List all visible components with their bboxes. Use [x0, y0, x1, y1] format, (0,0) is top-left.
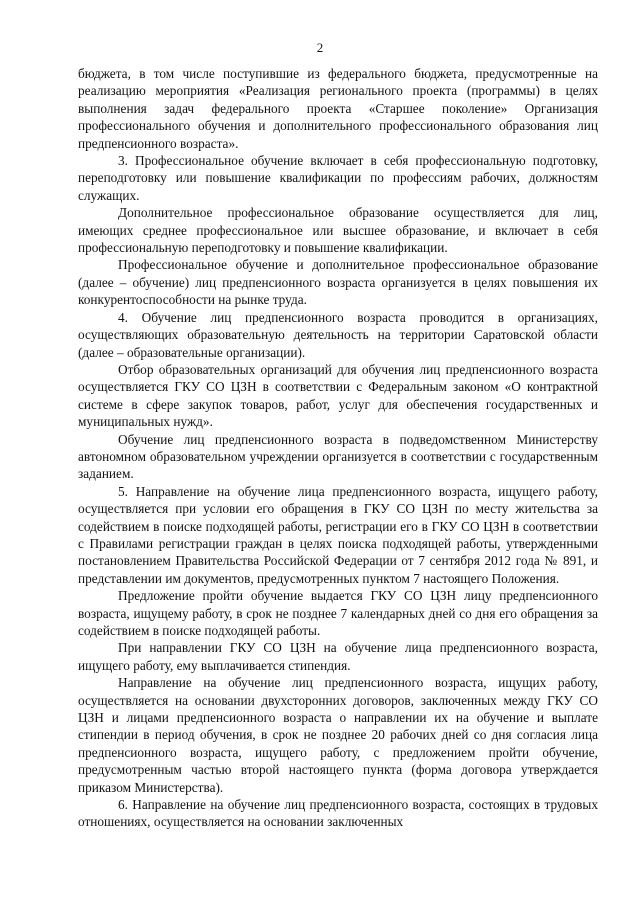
paragraph-6: Отбор образовательных организаций для обучения лиц предпенсионного возраста осуществляется ГКУ СО ЦЗН в соответствии с Федеральным законом «О контрактной системе в сфере закупок товаров, работ, услуг для обеспечения государственных и муниципальных нужд».: [78, 361, 598, 430]
paragraph-2: 3. Профессиональное обучение включает в себя профессиональную подготовку, переподготовку или повышение квалификации по профессиям рабочих, должностям служащих.: [78, 153, 598, 203]
paragraph-5: 4. Обучение лиц предпенсионного возраста проводится в организациях, осуществляющих образовательную деятельность на территории Саратовской области (далее – образовательные организации).: [78, 309, 598, 360]
page-number: 2: [316, 40, 324, 55]
paragraph-9: Предложение пройти обучение выдается ГКУ СО ЦЗН лицу предпенсионного возраста, ищущему работу, в срок не позднее 7 календарных дней со дня его обращения за содействием в поиске подходящей работы.: [78, 588, 598, 638]
paragraph-8: 5. Направление на обучение лица предпенсионного возраста, ищущего работу, осуществляется при условии его обращения в ГКУ СО ЦЗН по месту жительства за содействием в поиске подходящей работы, регистрации его в ГКУ СО ЦЗН в соответствии с Правилами регистрации граждан в целях поиска подходящей работы, утвержденными постановлением Правительства Российской Федерации от 7 сентября 2012 года № 891, и представлении им документов, предусмотренных пунктом 7 настоящего Положения.: [78, 483, 598, 586]
paragraph-10: При направлении ГКУ СО ЦЗН на обучение лица предпенсионного возраста, ищущего работу, ему выплачивается стипендия.: [78, 640, 598, 673]
paragraph-11: Направление на обучение лиц предпенсионного возраста, ищущих работу, осуществляется на основании двухсторонних договоров, заключенных между ГКУ СО ЦЗН и лицами предпенсионного возраста о направлении их на обучение и выплате стипендии в период обучения, в срок не позднее 20 рабочих дней со дня согласия лица предпенсионного возраста, ищущего работу, с предложением пройти обучение, предусмотренным частью второй настоящего пункта (форма договора утверждается приказом Министерства).: [78, 675, 598, 795]
paragraph-12: 6. Направление на обучение лиц предпенсионного возраста, состоящих в трудовых отношениях, осуществляется на основании заключенных: [78, 797, 598, 830]
paragraph-1: бюджета, в том числе поступившие из федерального бюджета, предусмотренные на реализацию мероприятия «Реализация регионального проекта (программы) в целях выполнения задач федерального проекта «Старшее поколение» Организация профессионального обучения и дополнительного профессионального образования лиц предпенсионного возраста».: [78, 66, 598, 151]
paragraph-7: Обучение лиц предпенсионного возраста в подведомственном Министерству автономном образовательном учреждении организуется в соответствии с государственным заданием.: [78, 431, 598, 482]
paragraph-4: Профессиональное обучение и дополнительное профессиональное образование (далее – обучение) лиц предпенсионного возраста организуется в целях повышения их конкурентоспособности на рынке труда.: [78, 257, 598, 308]
document-body: [78, 65, 598, 831]
paragraph-3: Дополнительное профессиональное образование осуществляется для лиц, имеющих среднее профессиональное или высшее образование, и включает в себя профессиональную переподготовку и повышение квалификации.: [78, 205, 598, 256]
